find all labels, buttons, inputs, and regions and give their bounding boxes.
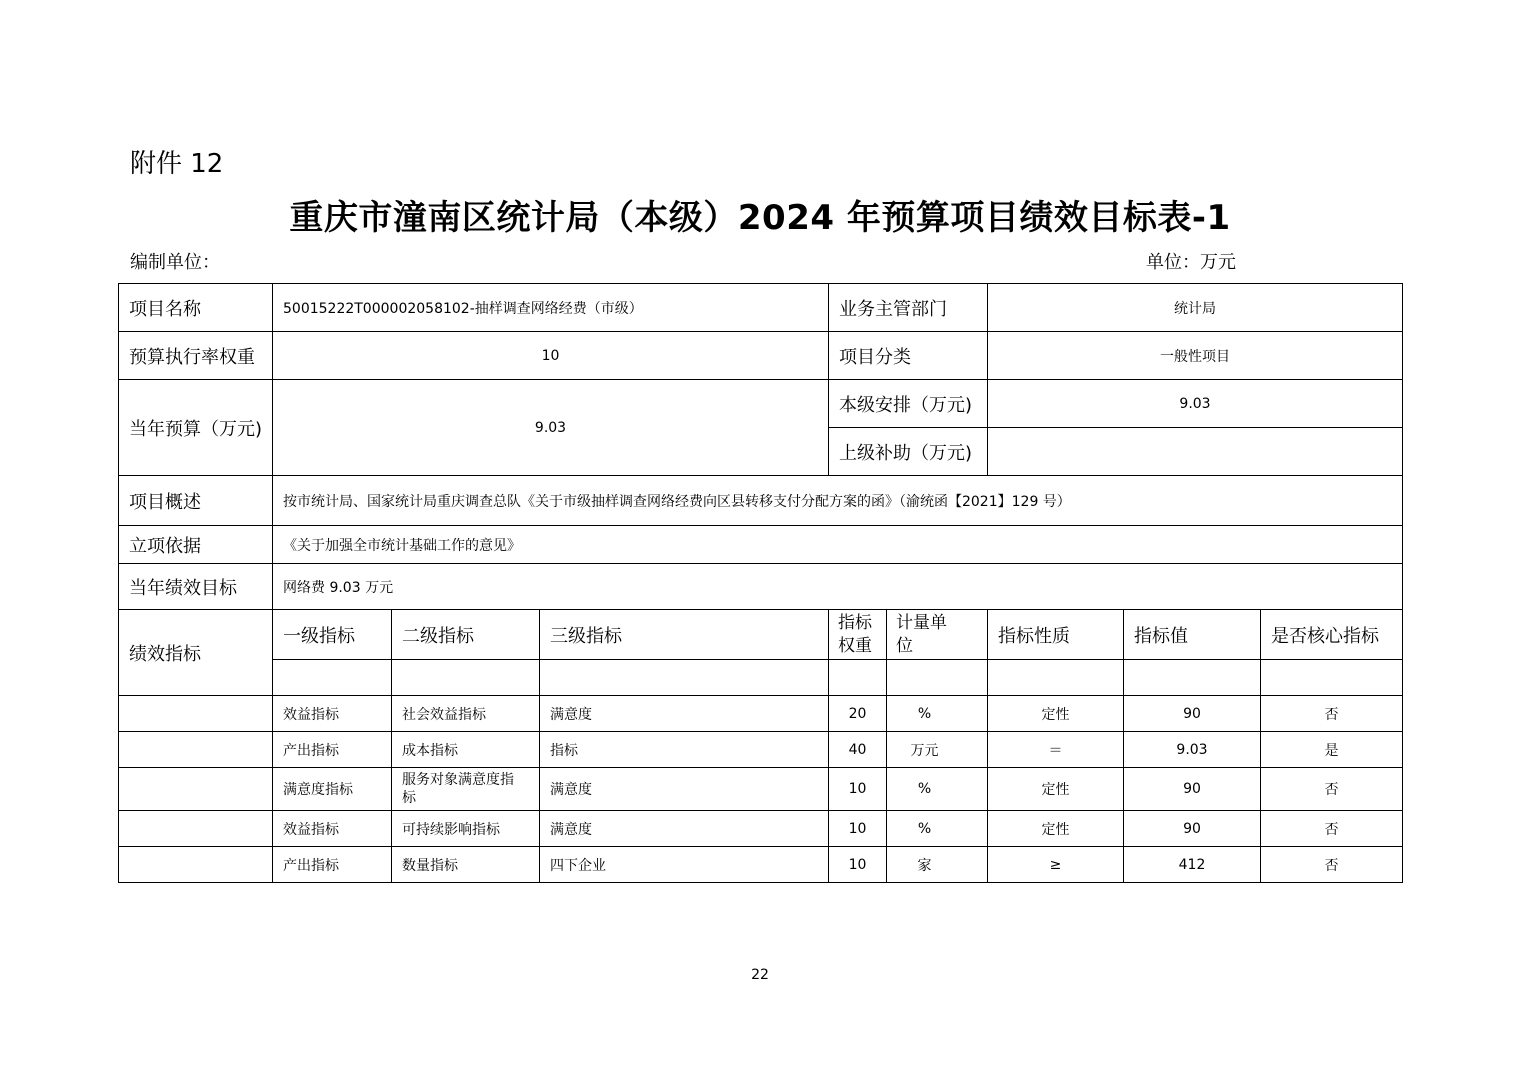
header-level3: 三级指标 [540, 610, 829, 660]
level1-cell: 效益指标 [273, 811, 392, 847]
row-basis [119, 526, 1403, 564]
superior-value [988, 428, 1403, 476]
page-number: 22 [751, 967, 769, 983]
level1-cell: 产出指标 [273, 732, 392, 768]
level3-cell: 满意度 [540, 811, 829, 847]
row-overview [119, 476, 1403, 526]
budget-label: 当年预算（万元) [119, 380, 273, 476]
local-value: 9.03 [988, 380, 1403, 428]
dept-value: 统计局 [988, 284, 1403, 332]
core-cell: 是 [1261, 732, 1403, 768]
dept-label: 业务主管部门 [829, 284, 988, 332]
row-goal [119, 564, 1403, 610]
unit-cell: % [887, 768, 988, 811]
core-cell: 否 [1261, 847, 1403, 883]
indicator-header-row [119, 610, 1403, 660]
value-cell: 412 [1124, 847, 1261, 883]
weight-cell: 10 [829, 811, 887, 847]
blank-cell [988, 660, 1124, 696]
unit-cell: 万元 [887, 732, 988, 768]
goal-label: 当年绩效目标 [119, 564, 273, 610]
header-value: 指标值 [1124, 610, 1261, 660]
compiler-label: 编制单位： [130, 252, 220, 273]
basis-value: 《关于加强全市统计基础工作的意见》 [273, 526, 1403, 564]
weight-cell: 10 [829, 847, 887, 883]
blank-cell [119, 811, 273, 847]
core-cell: 否 [1261, 811, 1403, 847]
indicator-header-blank-row [119, 660, 1403, 696]
project-name-value: 50015222T000002058102-抽样调查网络经费（市级） [273, 284, 829, 332]
weight-label: 预算执行率权重 [119, 332, 273, 380]
overview-value: 按市统计局、国家统计局重庆调查总队《关于市级抽样调查网络经费向区县转移支付分配方案的函》（渝统函【2021】129 号） [273, 476, 1403, 526]
level2-cell: 服务对象满意度指标 [392, 768, 540, 811]
blank-cell [119, 696, 273, 732]
core-cell: 否 [1261, 768, 1403, 811]
header-core: 是否核心指标 [1261, 610, 1403, 660]
blank-cell [273, 660, 392, 696]
blank-cell [1261, 660, 1403, 696]
basis-label: 立项依据 [119, 526, 273, 564]
level2-cell: 数量指标 [392, 847, 540, 883]
level3-cell: 指标 [540, 732, 829, 768]
weight-cell: 40 [829, 732, 887, 768]
header-level2: 二级指标 [392, 610, 540, 660]
budget-value: 9.03 [273, 380, 829, 476]
level2-cell: 社会效益指标 [392, 696, 540, 732]
attachment-label: 附件 12 [130, 149, 224, 179]
weight-cell: 10 [829, 768, 887, 811]
level3-cell: 满意度 [540, 696, 829, 732]
value-cell: 90 [1124, 696, 1261, 732]
core-cell: 否 [1261, 696, 1403, 732]
weight-cell: 20 [829, 696, 887, 732]
blank-cell [887, 660, 988, 696]
nature-cell: 定性 [988, 811, 1124, 847]
blank-cell [392, 660, 540, 696]
category-value: 一般性项目 [988, 332, 1403, 380]
header-weight: 指标权重 [829, 610, 887, 660]
level2-cell: 可持续影响指标 [392, 811, 540, 847]
value-cell: 9.03 [1124, 732, 1261, 768]
unit-label: 单位：万元 [1146, 252, 1236, 273]
level1-cell: 效益指标 [273, 696, 392, 732]
level3-cell: 满意度 [540, 768, 829, 811]
weight-value: 10 [273, 332, 829, 380]
level1-cell: 产出指标 [273, 847, 392, 883]
row-weight [119, 332, 1403, 380]
row-project-name [119, 284, 1403, 332]
page-title: 重庆市潼南区统计局（本级）2024 年预算项目绩效目标表-1 [289, 198, 1231, 238]
table-row [119, 768, 1403, 811]
indicators-section-label: 绩效指标 [119, 610, 273, 696]
unit-cell: 家 [887, 847, 988, 883]
blank-cell [119, 732, 273, 768]
table-row [119, 696, 1403, 732]
blank-cell [119, 768, 273, 811]
performance-table [118, 283, 1403, 883]
header-unit: 计量单位 [887, 610, 988, 660]
row-budget [119, 380, 1403, 428]
blank-cell [540, 660, 829, 696]
blank-cell [1124, 660, 1261, 696]
goal-value: 网络费 9.03 万元 [273, 564, 1403, 610]
superior-label: 上级补助（万元) [829, 428, 988, 476]
local-label: 本级安排（万元) [829, 380, 988, 428]
header-nature: 指标性质 [988, 610, 1124, 660]
table-row [119, 847, 1403, 883]
overview-label: 项目概述 [119, 476, 273, 526]
nature-cell: 定性 [988, 696, 1124, 732]
nature-cell: ≥ [988, 847, 1124, 883]
unit-cell: % [887, 811, 988, 847]
level2-cell: 成本指标 [392, 732, 540, 768]
header-level1: 一级指标 [273, 610, 392, 660]
table-row [119, 811, 1403, 847]
blank-cell [119, 847, 273, 883]
table-row [119, 732, 1403, 768]
level1-cell: 满意度指标 [273, 768, 392, 811]
value-cell: 90 [1124, 768, 1261, 811]
value-cell: 90 [1124, 811, 1261, 847]
project-name-label: 项目名称 [119, 284, 273, 332]
nature-cell: 定性 [988, 768, 1124, 811]
blank-cell [829, 660, 887, 696]
level3-cell: 四下企业 [540, 847, 829, 883]
category-label: 项目分类 [829, 332, 988, 380]
nature-cell: ＝ [988, 732, 1124, 768]
unit-cell: % [887, 696, 988, 732]
